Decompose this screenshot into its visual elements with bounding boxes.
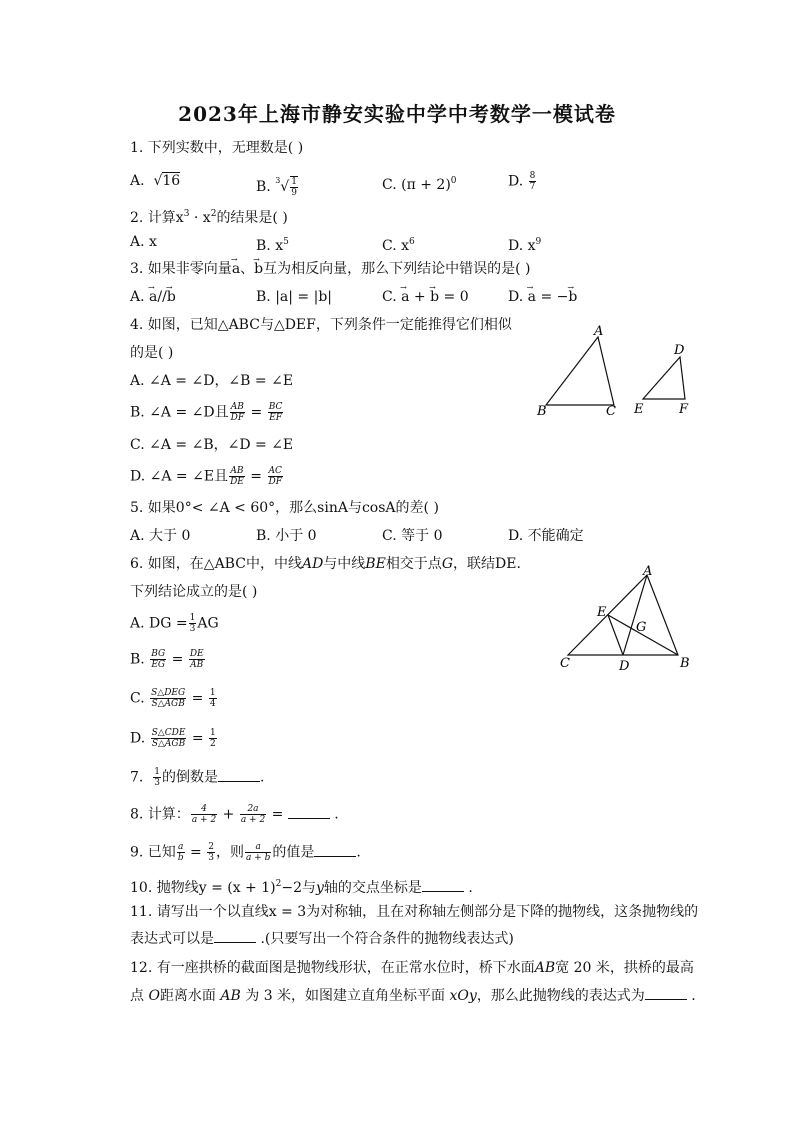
q12-stem-line2: 点 O距离水面 AB 为 3 米，如图建立直角坐标平面 xOy，那么此抛物线的表达式为 . [130, 988, 696, 1004]
q5-option-d: D. 不能确定 [508, 528, 584, 544]
q8-answer-blank[interactable] [288, 806, 330, 819]
label-d: D [619, 659, 630, 674]
q3-stem: 3. 如果非零向量→ a、→ b互为相反向量，那么下列结论中错误的是( ) [130, 259, 531, 279]
q10-answer-blank[interactable] [422, 879, 464, 892]
q1-option-a: A. √16 [130, 173, 181, 189]
q5-option-b: B. 小于 0 [256, 528, 317, 544]
q4-stem-line2: 的是( ) [130, 345, 174, 361]
label-e: E [597, 605, 607, 620]
q6-option-d: D. $\frac{\text{S△CDE}}{\text{S△AGB}}$ = $\frac{1}{2}$ [130, 728, 216, 749]
label-c: C [606, 404, 616, 419]
q1-option-d: D. $\frac{8}{7}$ [508, 171, 536, 192]
q7-answer-blank[interactable] [218, 769, 260, 782]
q4-option-b: B. ∠A = ∠D且 $\frac{AB}{DF}$ = $\frac{BC}{EF}$ [130, 402, 283, 423]
q4-option-c: C. ∠A = ∠B，∠D = ∠E [130, 437, 294, 453]
q5-stem: 5. 如果0°< ∠A < 60°，那么sinA与cosA的差( ) [130, 500, 439, 516]
label-d: D [674, 343, 685, 358]
label-e: E [634, 402, 644, 417]
q11-stem-line1: 11. 请写出一个以直线x = 3为对称轴，且在对称轴左侧部分是下降的抛物线，这条抛物线的 [130, 904, 699, 920]
triangle-def [643, 357, 685, 399]
q12-stem-line1: 12. 有一座拱桥的截面图是抛物线形状，在正常水位时，桥下水面AB宽 20 米，拱桥的最高 [130, 960, 694, 976]
q2-stem: 2. 计算$x^3 \cdot x^2$的结果是( ) [130, 209, 288, 226]
q1-option-c: C. $(\pi + 2)^0$ [382, 176, 457, 193]
q6-stem-line2: 下列结论成立的是( ) [130, 584, 258, 600]
q4-triangles-figure [530, 320, 700, 425]
label-a: A [594, 324, 604, 339]
q10-stem: 10. 抛物线$y = (x + 1)^2-2$与y轴的交点坐标是 . [130, 879, 473, 896]
q2-option-a: A. x [130, 234, 157, 250]
segment-de [608, 615, 623, 655]
q5-option-c: C. 等于 0 [382, 528, 443, 544]
q12-answer-blank[interactable] [645, 987, 687, 1000]
q3-option-b: B. |a| = |b| [256, 289, 333, 305]
q11-answer-blank[interactable] [214, 930, 256, 943]
q6-stem-line1: 6. 如图，在△ABC中，中线AD与中线BE相交于点G，联结DE. [130, 556, 521, 572]
q4-option-a: A. ∠A = ∠D，∠B = ∠E [130, 373, 294, 389]
q3-option-a: A. → a//→ b [130, 287, 176, 307]
q6-option-c: C. $\frac{\text{S△DEG}}{\text{S△AGB}}$ = $\frac{1}{4}$ [130, 688, 216, 709]
q6-option-b: B. $\frac{BG}{EG}$ = $\frac{DE}{AB}$ [130, 649, 204, 670]
q2-option-c: C. $x^6$ [382, 237, 415, 254]
q1-option-b: B. $^3$√ $\frac{1}{9}$ [256, 176, 297, 198]
q3-option-d: D. → a = −→ b [508, 287, 577, 307]
q11-stem-line2: 表达式可以是 .(只要写出一个符合条件的抛物线表达式) [130, 931, 514, 947]
sqrt-16: √16 [149, 173, 181, 189]
q7-stem: 7. $\frac{1}{3}$ 的倒数是 . [130, 767, 265, 788]
q9-answer-blank[interactable] [314, 844, 356, 857]
label-f: F [679, 402, 689, 417]
q9-stem: 9. 已知 $\frac{a}{b}$ = $\frac{2}{3}$ ，则 $\frac{a}{a + b}$ 的值是 . [130, 842, 361, 863]
q4-stem-line1: 4. 如图，已知△ABC与△DEF，下列条件一定能推得它们相似 [130, 317, 512, 333]
label-b: B [537, 404, 547, 419]
label-b: B [680, 656, 690, 671]
q6-triangle-figure [552, 560, 702, 675]
label-c: C [560, 656, 570, 671]
q1-stem: 1. 下列实数中，无理数是( ) [130, 140, 304, 156]
q3-option-c: C. → a + → b = 0 [382, 287, 469, 307]
q2-option-b: B. $x^5$ [256, 237, 289, 254]
page-title: 2023年上海市静安实验中学中考数学一模试卷 [178, 102, 616, 126]
q8-stem: 8. 计算： $\frac{4}{a + 2}$ + $\frac{2a}{a + 2}$ = . [130, 804, 339, 825]
q4-option-d: D. ∠A = ∠E且 $\frac{AB}{DE}$ = $\frac{AC}{DF}$ [130, 466, 282, 487]
q6-option-a: A. DG = $\frac{1}{3}$ AG [130, 613, 219, 634]
q2-option-d: D. $x^9$ [508, 237, 542, 254]
triangle-abc [546, 337, 614, 405]
q5-option-a: A. 大于 0 [130, 528, 191, 544]
triangle-abc-medians [568, 575, 678, 655]
label-a: A [643, 564, 653, 579]
label-g: G [636, 620, 647, 635]
